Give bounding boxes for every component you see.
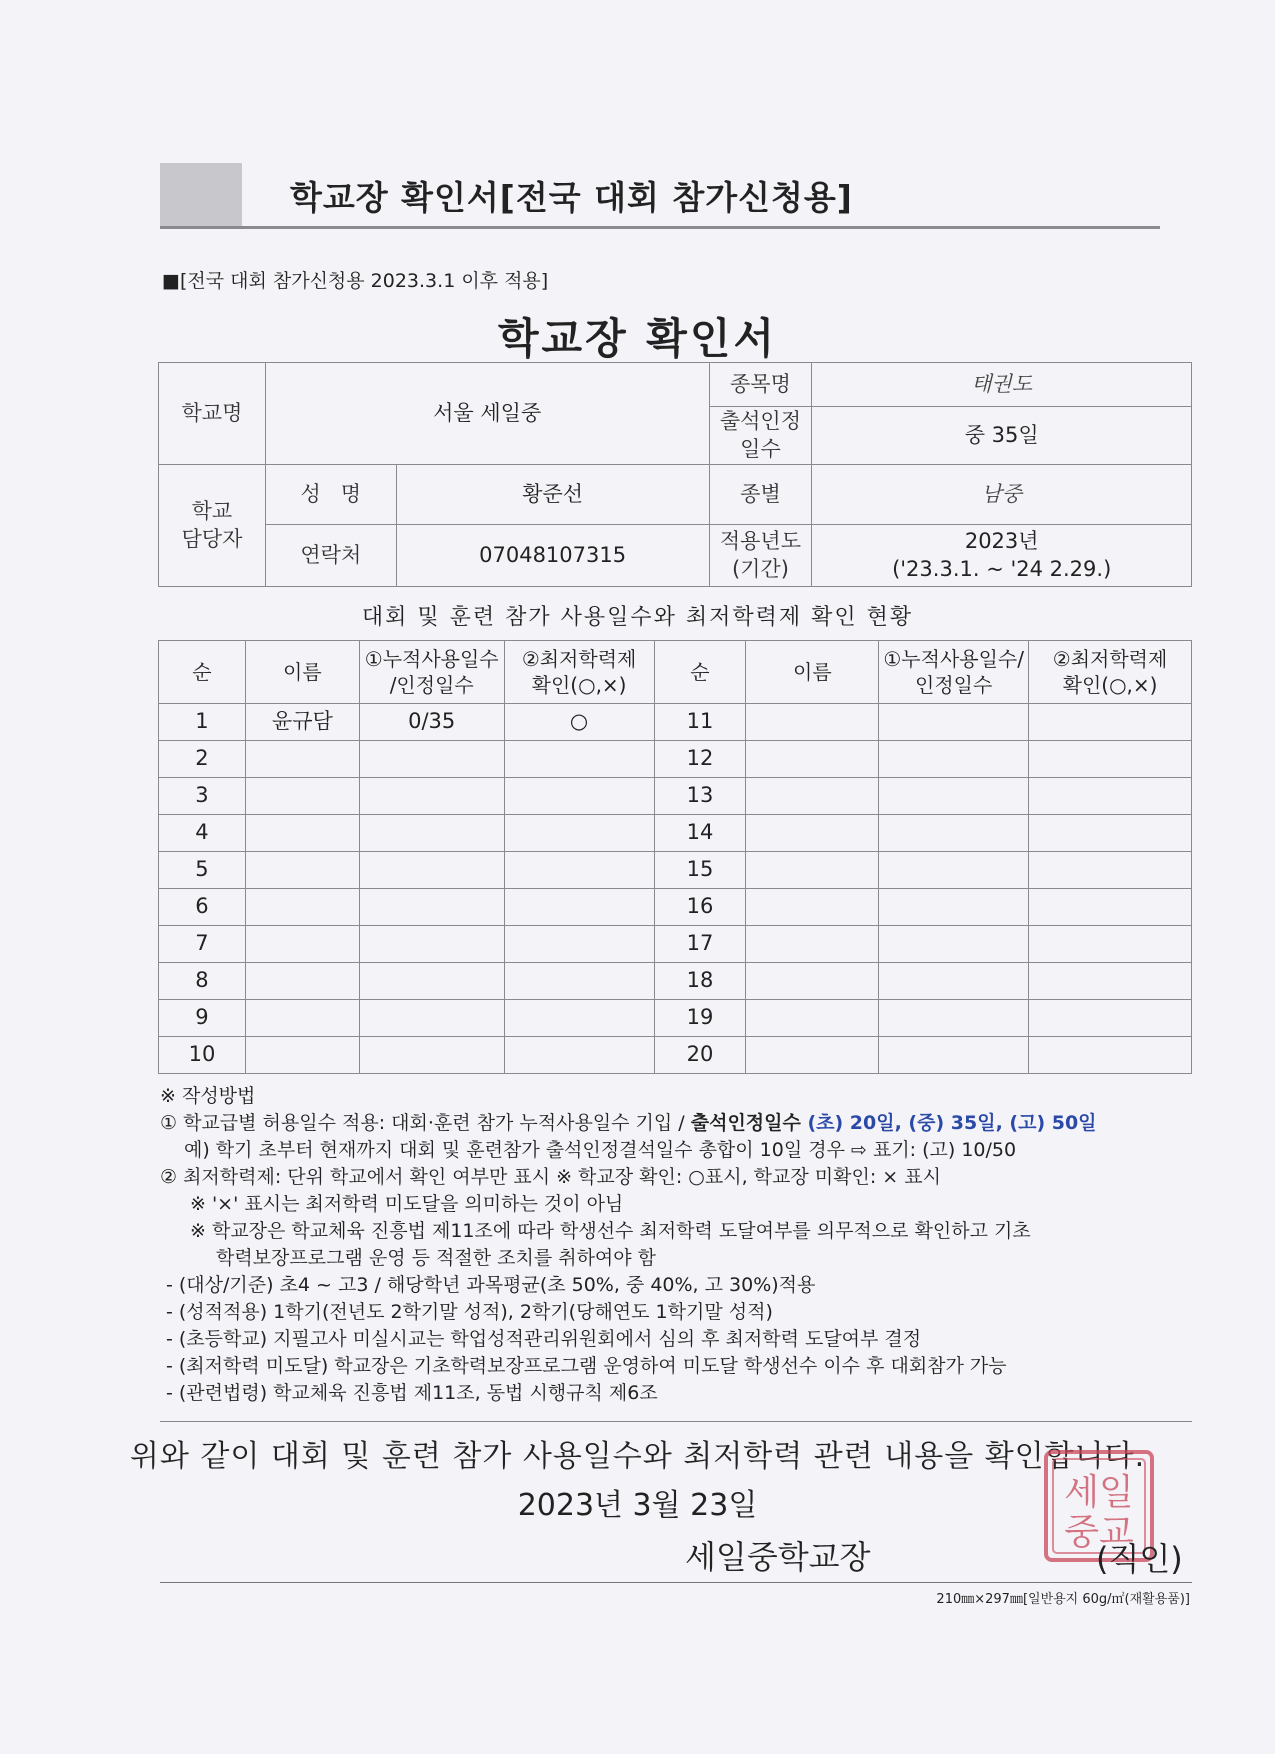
row-days-2	[879, 815, 1029, 852]
row-check	[504, 741, 654, 778]
row-name	[245, 1000, 359, 1037]
row-name	[245, 963, 359, 1000]
row-days-2	[879, 778, 1029, 815]
gender-label: 종별	[709, 465, 812, 525]
footer-divider	[160, 1582, 1192, 1583]
row-name-2	[746, 704, 879, 741]
header-title: 학교장 확인서[전국 대회 참가신청용]	[290, 178, 853, 217]
year-value: 2023년 ('23.3.1. ~ '24 2.29.)	[812, 525, 1192, 587]
col-days-2: ①누적사용일수/ 인정일수	[879, 641, 1029, 704]
col-check: ②최저학력제 확인(○,×)	[504, 641, 654, 704]
row-check	[504, 889, 654, 926]
row-days-2	[879, 1037, 1029, 1074]
usage-section-title: 대회 및 훈련 참가 사용일수와 최저학력제 확인 현황	[361, 605, 914, 630]
table-row	[159, 778, 1192, 815]
row-no: 2	[159, 741, 246, 778]
notes-divider	[160, 1421, 1192, 1422]
row-no: 6	[159, 889, 246, 926]
row-no: 7	[159, 926, 246, 963]
row-no: 5	[159, 852, 246, 889]
note-8: - (초등학교) 지필고사 미실시교는 학업성적관리위원회에서 심의 후 최저학력 도달여부 결정	[166, 1328, 922, 1350]
row-check-2	[1029, 889, 1192, 926]
row-days	[359, 852, 504, 889]
row-name-2	[746, 889, 879, 926]
row-check	[504, 778, 654, 815]
row-check-2	[1029, 963, 1192, 1000]
row-check	[504, 1037, 654, 1074]
table-row	[159, 926, 1192, 963]
table-row	[159, 852, 1192, 889]
row-no: 4	[159, 815, 246, 852]
note-1	[160, 1110, 1200, 1137]
row-days	[359, 889, 504, 926]
row-check: ○	[504, 704, 654, 741]
note-3: ※ '×' 표시는 최저학력 미도달을 의미하는 것이 아님	[190, 1193, 624, 1215]
row-no-2: 16	[654, 889, 746, 926]
row-check	[504, 852, 654, 889]
row-name	[245, 815, 359, 852]
row-days-2	[879, 741, 1029, 778]
row-check-2	[1029, 704, 1192, 741]
svg-text:세일: 세일	[1064, 1472, 1134, 1513]
row-check	[504, 815, 654, 852]
row-name-2	[746, 741, 879, 778]
info-table	[158, 362, 1192, 587]
row-name-2	[746, 926, 879, 963]
col-name-2: 이름	[746, 641, 879, 704]
row-no: 3	[159, 778, 246, 815]
form-subtitle: ■[전국 대회 참가신청용 2023.3.1 이후 적용]	[162, 270, 549, 292]
row-check	[504, 963, 654, 1000]
row-name	[245, 778, 359, 815]
row-days	[359, 926, 504, 963]
row-days	[359, 1037, 504, 1074]
school-label: 학교명	[159, 363, 266, 465]
row-name-2	[746, 778, 879, 815]
row-name	[245, 741, 359, 778]
usage-header-row	[159, 641, 1192, 704]
row-no-2: 13	[654, 778, 746, 815]
row-no-2: 20	[654, 1037, 746, 1074]
row-no-2: 19	[654, 1000, 746, 1037]
svg-text:중교: 중교	[1064, 1512, 1134, 1553]
row-no-2: 17	[654, 926, 746, 963]
row-name	[245, 889, 359, 926]
note-1-highlight: (초) 20일, (중) 35일, (고) 50일	[800, 1112, 1097, 1134]
row-days	[359, 1000, 504, 1037]
row-no-2: 11	[654, 704, 746, 741]
note-9: - (최저학력 미도달) 학교장은 기초학력보장프로그램 운영하여 미도달 학생선수 이수 후 대회참가 가능	[166, 1355, 1007, 1377]
row-name	[245, 926, 359, 963]
row-check-2	[1029, 815, 1192, 852]
gender-value: 남중	[812, 465, 1192, 525]
row-name-2	[746, 963, 879, 1000]
attendance-label: 출석인정 일수	[709, 407, 812, 465]
col-no-2: 순	[654, 641, 746, 704]
school-value: 서울 세일중	[265, 363, 709, 465]
row-no-2: 15	[654, 852, 746, 889]
row-name-2	[746, 1037, 879, 1074]
confirmation-date: 2023년 3월 23일	[517, 1488, 758, 1523]
table-row	[159, 815, 1192, 852]
row-days-2	[879, 963, 1029, 1000]
row-check-2	[1029, 852, 1192, 889]
table-row	[159, 1037, 1192, 1074]
note-6: - (대상/기준) 초4 ~ 고3 / 해당학년 과목평균(초 50%, 중 40%, 고 30%)적용	[166, 1274, 816, 1296]
row-check-2	[1029, 741, 1192, 778]
row-no: 10	[159, 1037, 246, 1074]
row-days-2	[879, 889, 1029, 926]
table-row	[159, 1000, 1192, 1037]
usage-table	[158, 640, 1192, 1074]
note-2: ② 최저학력제: 단위 학교에서 확인 여부만 표시 ※ 학교장 확인: ○표시, 학교장 미확인: × 표시	[160, 1166, 941, 1188]
event-value: 태권도	[812, 363, 1192, 407]
paper-spec-footer: 210㎜×297㎜[일반용지 60g/㎡(재활용품)]	[936, 1592, 1190, 1607]
row-name	[245, 1037, 359, 1074]
row-no-2: 12	[654, 741, 746, 778]
row-check-2	[1029, 1037, 1192, 1074]
row-days-2	[879, 704, 1029, 741]
row-check-2	[1029, 1000, 1192, 1037]
principal-name: 세일중학교장	[685, 1538, 871, 1576]
row-check	[504, 926, 654, 963]
note-1-example: 예) 학기 초부터 현재까지 대회 및 훈련참가 출석인정결석일수 총합이 10일 경우 ⇨ 표기: (고) 10/50	[184, 1139, 1017, 1161]
page-title: 학교장 확인서	[497, 314, 778, 363]
col-no: 순	[159, 641, 246, 704]
row-name: 윤규담	[245, 704, 359, 741]
row-days	[359, 741, 504, 778]
event-label: 종목명	[709, 363, 812, 407]
row-name	[245, 852, 359, 889]
note-4: ※ 학교장은 학교체육 진흥법 제11조에 따라 학생선수 최저학력 도달여부를 의무적으로 확인하고 기초	[190, 1220, 1031, 1242]
note-7: - (성적적용) 1학기(전년도 2학기말 성적), 2학기(당해연도 1학기말 성적)	[166, 1301, 773, 1323]
instructions	[160, 1083, 1200, 1407]
note-5: 학력보장프로그램 운영 등 적절한 조치를 취하여야 함	[216, 1247, 657, 1269]
note-1-text: ① 학교급별 허용일수 적용: 대회·훈련 참가 누적사용일수 기입 /	[160, 1112, 691, 1134]
note-10: - (관련법령) 학교체육 진흥법 제11조, 동법 시행규칙 제6조	[166, 1382, 658, 1404]
row-days	[359, 963, 504, 1000]
table-row	[159, 704, 1192, 741]
seal-label: (직인)	[1096, 1540, 1183, 1578]
name-label: 성 명	[265, 465, 396, 525]
col-check-2: ②최저학력제 확인(○,×)	[1029, 641, 1192, 704]
col-name: 이름	[245, 641, 359, 704]
name-value: 황준선	[396, 465, 709, 525]
table-row	[159, 741, 1192, 778]
row-days-2	[879, 926, 1029, 963]
year-label: 적용년도 (기간)	[709, 525, 812, 587]
table-row	[159, 889, 1192, 926]
contact-value: 07048107315	[396, 525, 709, 587]
row-name-2	[746, 1000, 879, 1037]
row-no-2: 14	[654, 815, 746, 852]
row-check-2	[1029, 926, 1192, 963]
row-no: 1	[159, 704, 246, 741]
manager-label: 학교 담당자	[159, 465, 266, 587]
row-days-2	[879, 852, 1029, 889]
confirmation-statement: 위와 같이 대회 및 훈련 참가 사용일수와 최저학력 관련 내용을 확인합니다.	[129, 1439, 1146, 1474]
row-no: 8	[159, 963, 246, 1000]
row-check	[504, 1000, 654, 1037]
row-check-2	[1029, 778, 1192, 815]
row-no-2: 18	[654, 963, 746, 1000]
attendance-value: 중 35일	[812, 407, 1192, 465]
col-days: ①누적사용일수 /인정일수	[359, 641, 504, 704]
table-row	[159, 963, 1192, 1000]
contact-label: 연락처	[265, 525, 396, 587]
header-decor-box	[160, 163, 242, 229]
row-name-2	[746, 815, 879, 852]
notes-heading: ※ 작성방법	[160, 1085, 256, 1107]
row-days	[359, 815, 504, 852]
row-no: 9	[159, 1000, 246, 1037]
row-days: 0/35	[359, 704, 504, 741]
row-days-2	[879, 1000, 1029, 1037]
header-underline	[160, 226, 1160, 229]
row-name-2	[746, 852, 879, 889]
row-days	[359, 778, 504, 815]
note-1-bold: 출석인정일수	[690, 1112, 801, 1134]
